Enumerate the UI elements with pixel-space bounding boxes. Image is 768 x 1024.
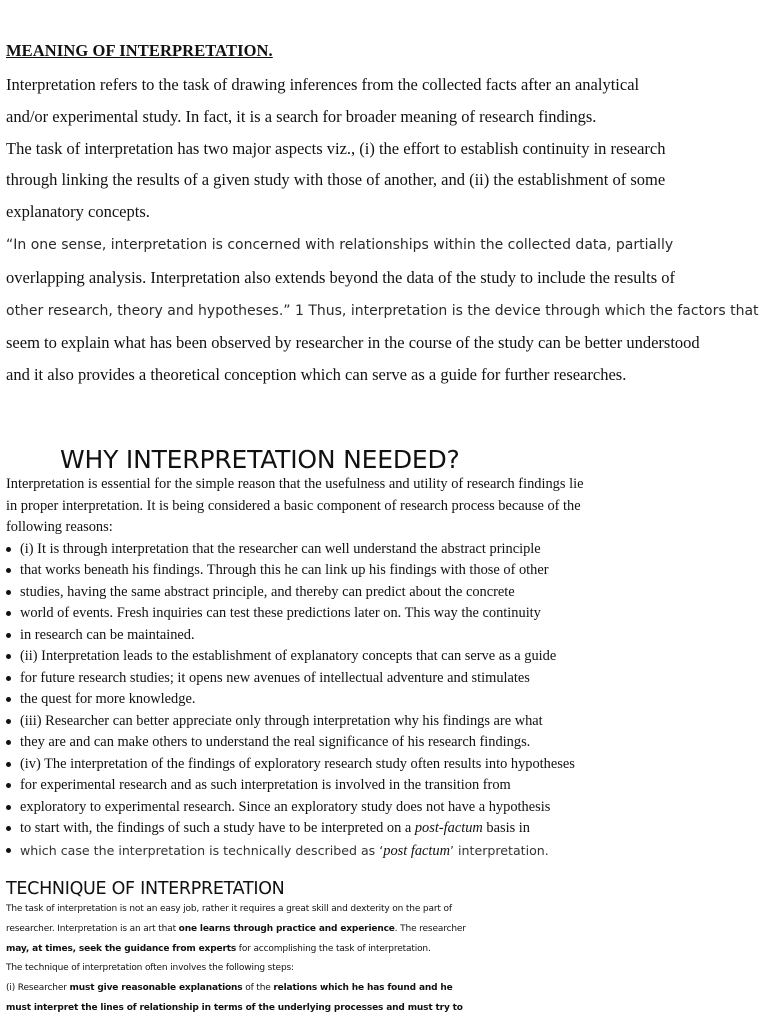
bullet-icon (6, 805, 11, 810)
paragraph-line: may, at times, seek the guidance from experts for accomplishing the task of interpretation. (6, 943, 431, 954)
paragraph-line: overlapping analysis. Interpretation also extends beyond the data of the study to include the results of (6, 267, 675, 287)
quote-line (6, 294, 766, 328)
bullet-icon (6, 740, 11, 745)
quote-text: other research, theory and hypotheses.” 1 Thus, interpretation is the device through which the factors that (6, 302, 759, 319)
list-item: (iv) The interpretation of the findings of exploratory research study often results into hypotheses (6, 754, 766, 776)
bullet-icon (6, 654, 11, 659)
bullet-icon (6, 762, 11, 767)
meaning-section (6, 69, 766, 391)
bullet-icon (6, 633, 11, 638)
reasons-list (6, 539, 766, 863)
paragraph-line: explanatory concepts. (6, 202, 150, 222)
bullet-icon (6, 719, 11, 724)
paragraph-line: through linking the results of a given study with those of another, and (ii) the establishment of some (6, 170, 666, 190)
paragraph-line: must interpret the lines of relationship in terms of the underlying processes and must try to (6, 1002, 463, 1013)
list-item: for experimental research and as such interpretation is involved in the transition from (6, 775, 766, 797)
list-item: (iii) Researcher can better appreciate only through interpretation why his findings are what (6, 711, 766, 733)
bullet-icon (6, 547, 11, 552)
italic-term: post-factum (414, 820, 483, 836)
bullet-icon (6, 568, 11, 573)
list-item: that works beneath his findings. Through this he can link up his findings with those of other (6, 560, 766, 582)
list-item: in research can be maintained. (6, 625, 766, 647)
list-item: world of events. Fresh inquiries can test these predictions later on. This way the continuity (6, 603, 766, 625)
bullet-icon (6, 590, 11, 595)
paragraph-line: Interpretation refers to the task of drawing inferences from the collected facts after an analytical (6, 75, 640, 94)
paragraph-line: The task of interpretation is not an easy job, rather it requires a great skill and dexterity on the part of (6, 904, 452, 914)
paragraph-line: researcher. Interpretation is an art that one learns through practice and experience. The researcher (6, 923, 466, 934)
paragraph-line: following reasons: (6, 519, 113, 535)
list-item: studies, having the same abstract principle, and thereby can predict about the concrete (6, 582, 766, 604)
bullet-icon (6, 611, 11, 616)
bullet-icon (6, 826, 11, 831)
bullet-icon (6, 697, 11, 702)
technique-section (6, 900, 766, 1019)
list-item: which case the interpretation is technically described as ‘post factum’ interpretation. (6, 840, 766, 863)
paragraph-line: in proper interpretation. It is being considered a basic component of research process because of the (6, 497, 581, 514)
italic-term: post factum (383, 842, 451, 859)
paragraph-line: The technique of interpretation often involves the following steps: (6, 963, 294, 974)
heading-why-interpretation-needed: WHY INTERPRETATION NEEDED? (60, 445, 460, 474)
list-item: (i) It is through interpretation that the researcher can well understand the abstract principle (6, 539, 766, 561)
list-item: (ii) Interpretation leads to the establishment of explanatory concepts that can serve as a guide (6, 646, 766, 668)
list-item: exploratory to experimental research. Since an exploratory study does not have a hypothesis (6, 797, 766, 819)
bullet-icon (6, 848, 11, 853)
heading-technique-of-interpretation: TECHNIQUE OF INTERPRETATION (6, 879, 285, 899)
bullet-icon (6, 676, 11, 681)
list-item: for future research studies; it opens new avenues of intellectual adventure and stimulates (6, 668, 766, 690)
list-item: they are and can make others to understand the real significance of his research findings. (6, 732, 766, 754)
list-item: to start with, the findings of such a study have to be interpreted on a post-factum basis in (6, 818, 766, 840)
list-item: the quest for more knowledge. (6, 689, 766, 711)
paragraph-line: and/or experimental study. In fact, it is a search for broader meaning of research findings. (6, 106, 597, 126)
paragraph-line: The task of interpretation has two major aspects viz., (i) the effort to establish continuity in research (6, 138, 666, 158)
paragraph-line: (i) Researcher must give reasonable explanations of the relations which he has found and he (6, 983, 453, 994)
heading-meaning-of-interpretation: MEANING OF INTERPRETATION. (6, 41, 273, 60)
paragraph-line: seem to explain what has been observed by researcher in the course of the study can be better understood (6, 333, 700, 353)
quote-line (6, 228, 766, 262)
bullet-icon (6, 783, 11, 788)
quote-text: “In one sense, interpretation is concerned with relationships within the collected data, partially (6, 236, 674, 253)
paragraph-line: Interpretation is essential for the simple reason that the usefulness and utility of research findings lie (6, 476, 584, 492)
why-section (6, 474, 766, 862)
paragraph-line: and it also provides a theoretical conception which can serve as a guide for further researches. (6, 365, 627, 385)
